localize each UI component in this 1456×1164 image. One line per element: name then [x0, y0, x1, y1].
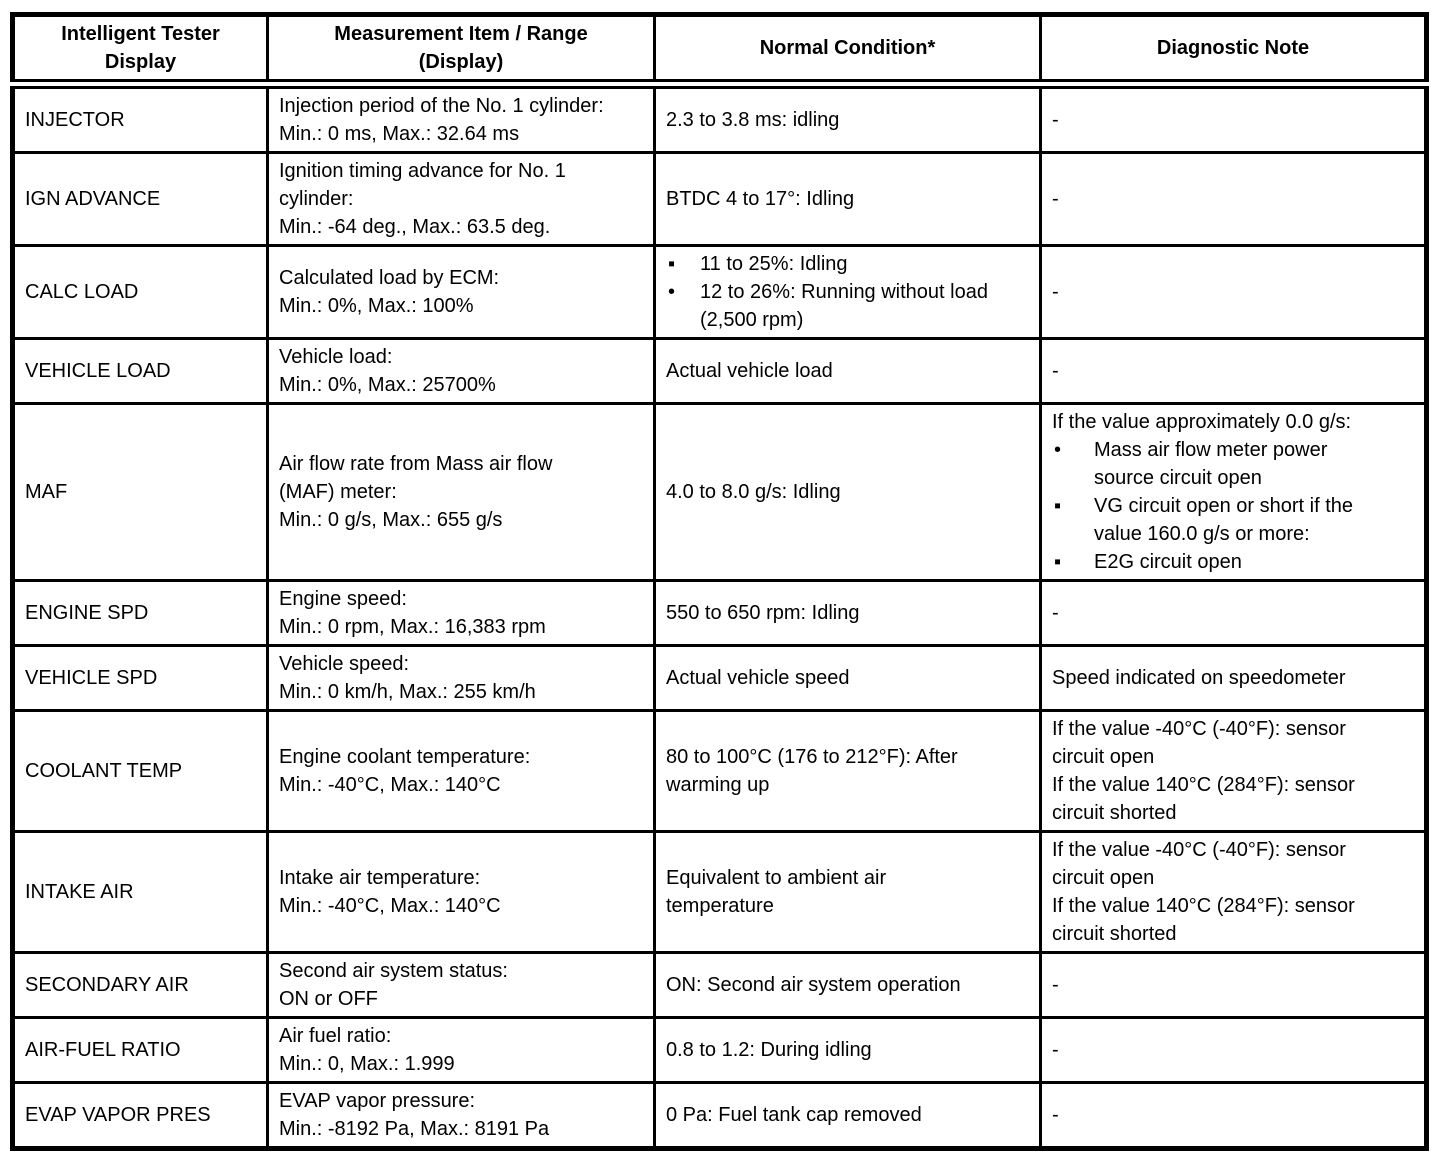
diagnostic-data-table: [10, 12, 1429, 1151]
cell-measurement: Ignition timing advance for No. 1 cylinder: Min.: -64 deg., Max.: 63.5 deg.: [268, 153, 655, 246]
list-item-text: Mass air flow meter power source circuit open: [1094, 439, 1328, 489]
cell-note: Speed indicated on speedometer: [1041, 646, 1427, 711]
cell-measurement: Calculated load by ECM: Min.: 0%, Max.: 100%: [268, 246, 655, 339]
cell-display: COOLANT TEMP: [13, 711, 268, 832]
cell-measurement: Engine speed: Min.: 0 rpm, Max.: 16,383 rpm: [268, 581, 655, 646]
cell-condition: 0 Pa: Fuel tank cap removed: [655, 1083, 1041, 1149]
table-row: [13, 646, 1427, 711]
list-item-text: VG circuit open or short if the value 160.0 g/s or more:: [1094, 495, 1354, 545]
header-measurement-item-range: Measurement Item / Range (Display): [268, 15, 655, 85]
cell-measurement: Air flow rate from Mass air flow (MAF) meter: Min.: 0 g/s, Max.: 655 g/s: [268, 404, 655, 581]
cell-note: -: [1041, 246, 1427, 339]
cell-measurement: Second air system status: ON or OFF: [268, 953, 655, 1018]
cell-condition: Actual vehicle load: [655, 339, 1041, 404]
header-intelligent-tester-display: Intelligent Tester Display: [13, 15, 268, 85]
list-item: [666, 278, 1029, 334]
list-intro: If the value approximately 0.0 g/s:: [1052, 411, 1352, 433]
table-body: [13, 84, 1427, 1149]
cell-note: -: [1041, 153, 1427, 246]
cell-condition: 4.0 to 8.0 g/s: Idling: [655, 404, 1041, 581]
list-item-text: E2G circuit open: [1094, 551, 1242, 573]
cell-condition: BTDC 4 to 17°: Idling: [655, 153, 1041, 246]
bullet-icon: •: [668, 281, 676, 303]
bullet-icon: ▪: [1054, 495, 1062, 517]
table-row: [13, 1018, 1427, 1083]
header-normal-condition: Normal Condition*: [655, 15, 1041, 85]
bullet-icon: ▪: [1054, 551, 1062, 573]
cell-note: -: [1041, 1083, 1427, 1149]
cell-condition: 0.8 to 1.2: During idling: [655, 1018, 1041, 1083]
table-row: [13, 832, 1427, 953]
cell-note: -: [1041, 339, 1427, 404]
cell-note: If the value -40°C (-40°F): sensor circuit open If the value 140°C (284°F): sensor circuit shorted: [1041, 711, 1427, 832]
list-item: [1052, 436, 1414, 492]
cell-measurement: EVAP vapor pressure: Min.: -8192 Pa, Max.: 8191 Pa: [268, 1083, 655, 1149]
list-item-text: 12 to 26%: Running without load (2,500 rpm): [700, 281, 988, 331]
table-row: [13, 153, 1427, 246]
cell-condition: 550 to 650 rpm: Idling: [655, 581, 1041, 646]
cell-measurement: Intake air temperature: Min.: -40°C, Max.: 140°C: [268, 832, 655, 953]
cell-display: MAF: [13, 404, 268, 581]
cell-condition: 2.3 to 3.8 ms: idling: [655, 84, 1041, 153]
cell-condition: 80 to 100°C (176 to 212°F): After warming up: [655, 711, 1041, 832]
cell-measurement: Injection period of the No. 1 cylinder: Min.: 0 ms, Max.: 32.64 ms: [268, 84, 655, 153]
bullet-icon: •: [1054, 439, 1062, 461]
cell-display: VEHICLE SPD: [13, 646, 268, 711]
cell-display: INTAKE AIR: [13, 832, 268, 953]
cell-display: SECONDARY AIR: [13, 953, 268, 1018]
cell-measurement: Vehicle load: Min.: 0%, Max.: 25700%: [268, 339, 655, 404]
cell-condition: [655, 246, 1041, 339]
table-header-row: [13, 15, 1427, 85]
cell-measurement: Air fuel ratio: Min.: 0, Max.: 1.999: [268, 1018, 655, 1083]
cell-condition: Equivalent to ambient air temperature: [655, 832, 1041, 953]
cell-note: [1041, 404, 1427, 581]
cell-display: CALC LOAD: [13, 246, 268, 339]
cell-note: -: [1041, 953, 1427, 1018]
cell-note: If the value -40°C (-40°F): sensor circuit open If the value 140°C (284°F): sensor circuit shorted: [1041, 832, 1427, 953]
cell-measurement: Vehicle speed: Min.: 0 km/h, Max.: 255 km/h: [268, 646, 655, 711]
cell-display: AIR-FUEL RATIO: [13, 1018, 268, 1083]
cell-note: -: [1041, 1018, 1427, 1083]
cell-condition: ON: Second air system operation: [655, 953, 1041, 1018]
header-diagnostic-note: Diagnostic Note: [1041, 15, 1427, 85]
list-item-text: 11 to 25%: Idling: [700, 253, 848, 275]
table-row: [13, 246, 1427, 339]
cell-display: ENGINE SPD: [13, 581, 268, 646]
list-item: [1052, 548, 1414, 576]
cell-display: IGN ADVANCE: [13, 153, 268, 246]
bullet-icon: ▪: [668, 253, 676, 275]
cell-note: -: [1041, 84, 1427, 153]
table-row: [13, 339, 1427, 404]
document-page: [10, 12, 1429, 1151]
table-row: [13, 711, 1427, 832]
table-row: [13, 84, 1427, 153]
cell-display: INJECTOR: [13, 84, 268, 153]
cell-display: EVAP VAPOR PRES: [13, 1083, 268, 1149]
table-row: [13, 581, 1427, 646]
cell-condition: Actual vehicle speed: [655, 646, 1041, 711]
list-item: [1052, 492, 1414, 548]
list-item: [666, 250, 1029, 278]
cell-note: -: [1041, 581, 1427, 646]
cell-measurement: Engine coolant temperature: Min.: -40°C, Max.: 140°C: [268, 711, 655, 832]
table-row: [13, 1083, 1427, 1149]
cell-display: VEHICLE LOAD: [13, 339, 268, 404]
table-row: [13, 953, 1427, 1018]
table-row: [13, 404, 1427, 581]
